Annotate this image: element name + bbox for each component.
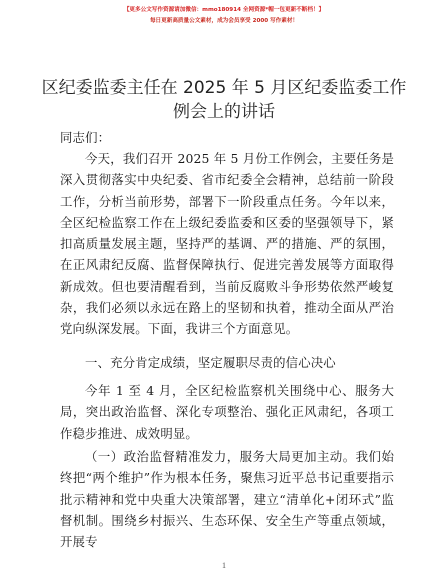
page-number: 1 — [222, 561, 226, 570]
salutation: 同志们： — [60, 130, 111, 145]
paragraph-achievements: 今年 1 至 4 月，全区纪检监察机关围绕中心、服务大局，突出政治监督、深化专项整治、强化正风肃纪，各项工作稳步推进、成效明显。 — [60, 383, 394, 441]
banner-line-1: 【更多公文写作资源请加微信：mmo180914 全网资源*帽一包更新不断档！】 — [123, 7, 325, 13]
paragraph-intro: 今天，我们召开 2025 年 5 月份工作例会，主要任务是深入贯彻落实中央纪委、省市纪委全会精神，总结前一阶段工作，分析当前形势，部署下一阶段重点任务。今年以来，全区纪检监察工作在上级纪委监委和区委的坚强领导下，紧扣高质量发展主题，坚持严的基调、严的措施、严的氛围，在正风肃纪反腐、监督保障执行、促进完善发展等方面取得新成效。但也要清醒看到，当前反腐败斗争形势依然严峻复杂，我们必须以永远在路上的坚韧和执着，推动全面从严治党向纵深发展。下面，我讲三个方面意见。 — [60, 151, 394, 337]
promo-banner — [0, 5, 448, 27]
paragraph-political-supervision: （一）政治监督精准发力，服务大局更加主动。我们始终把“两个维护”作为根本任务，聚焦习近平总书记重要指示批示精神和党中央重大决策部署，建立“清单化+闭环式”监督机制。围绕乡村振兴、生态环保、安全生产等重点领域，开展专 — [60, 449, 394, 550]
banner-line-2: 每日更新高质量公文素材，成为会员享受 2000 写作素材！ — [149, 18, 299, 24]
section-heading-1: 一、充分肯定成绩，坚定履职尽责的信心决心 — [85, 355, 336, 370]
document-title: 区纪委监委主任在 2025 年 5 月区纪委监委工作例会上的讲话 — [41, 78, 407, 122]
